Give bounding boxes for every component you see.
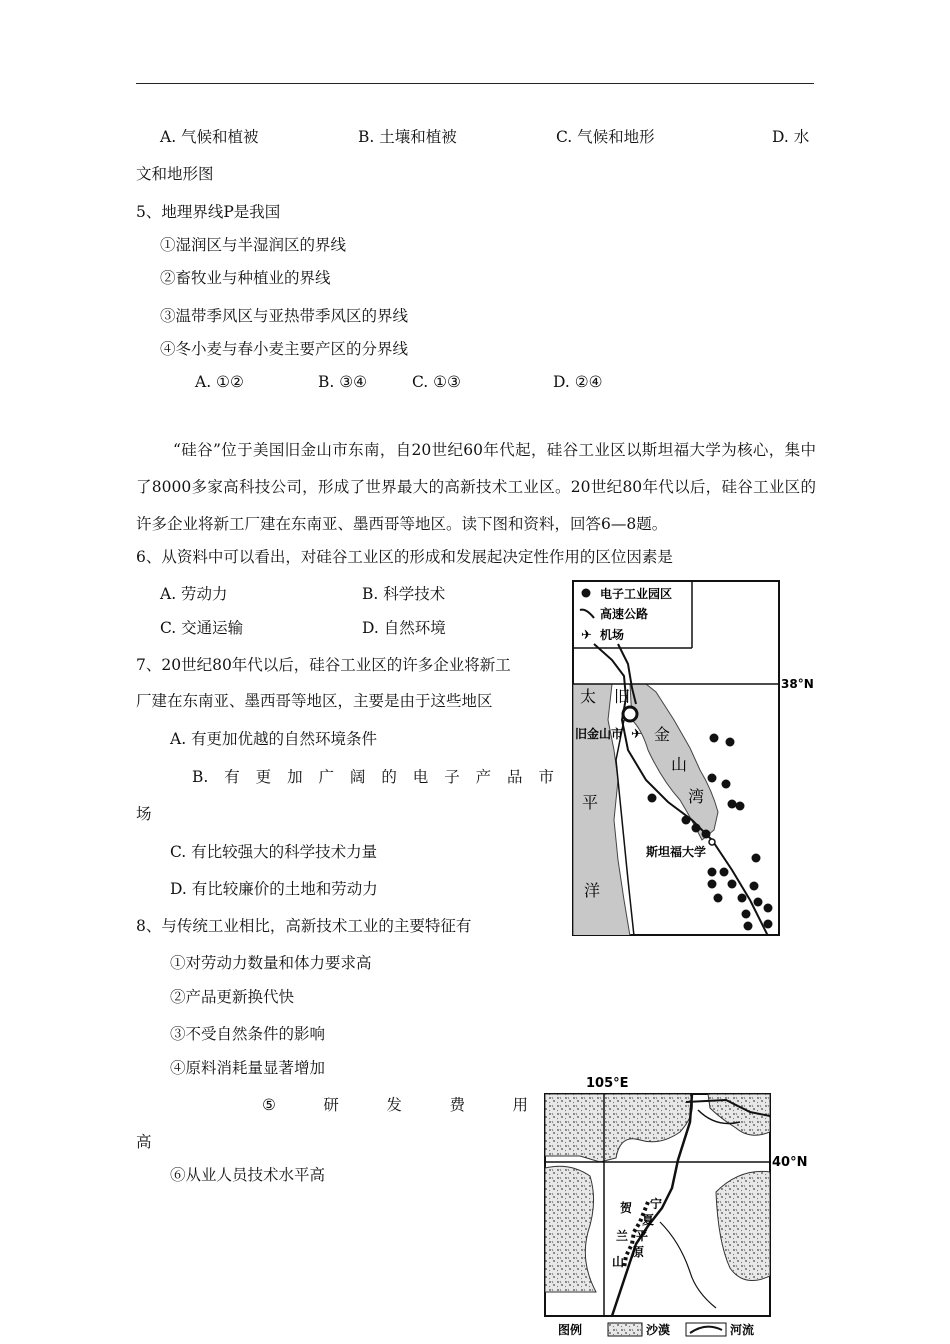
industrial-park-icon: [682, 816, 691, 825]
latitude-label: 40°N: [772, 1155, 808, 1170]
industrial-park-icon: [754, 898, 763, 907]
q8-item-5-continuation: 高: [136, 1133, 152, 1151]
legend-river-label: 河流: [730, 1323, 755, 1337]
q7-option-b-part: 品: [507, 768, 523, 786]
legend-title: 图例: [558, 1323, 583, 1337]
q5-item-2: ②畜牧业与种植业的界线: [160, 269, 331, 287]
airport-icon: ✈: [631, 727, 642, 742]
industrial-park-icon: [726, 738, 735, 747]
q7-option-b-part: 子: [444, 768, 460, 786]
q7-option-b-part: B.: [192, 768, 209, 786]
industrial-park-icon: [648, 794, 657, 803]
q5-item-4: ④冬小麦与春小麦主要产区的分界线: [160, 340, 409, 358]
q8-item-5-part: 发: [386, 1096, 402, 1114]
q4-option-c[interactable]: C. 气候和地形: [556, 128, 655, 146]
q7-option-b-part: 电: [412, 768, 429, 786]
q5-option-c[interactable]: C. ①③: [412, 373, 461, 391]
latitude-label: 38°N: [781, 677, 814, 691]
ningxia-map: [540, 1072, 820, 1342]
city-marker: [623, 707, 637, 721]
q8-item-1: ①对劳动力数量和体力要求高: [170, 954, 372, 972]
legend-airport-icon: ✈: [581, 628, 592, 643]
industrial-park-icon: [714, 894, 723, 903]
q8-item-6: ⑥从业人员技术水平高: [170, 1166, 326, 1184]
bay-label: 湾: [688, 787, 705, 806]
university-marker: [709, 839, 715, 845]
q7-option-c[interactable]: C. 有比较强大的科学技术力量: [170, 843, 378, 861]
legend-industrial-park-icon: [582, 589, 591, 598]
q8-item-5-part: 研: [323, 1096, 339, 1114]
q5-item-1: ①湿润区与半湿润区的界线: [160, 236, 347, 254]
q8-item-4: ④原料消耗量显著增加: [170, 1059, 326, 1077]
q8-item-5-part: 费: [449, 1096, 465, 1114]
q4-option-a[interactable]: A. 气候和植被: [160, 128, 259, 146]
map-label: 兰: [616, 1229, 629, 1243]
legend-highway-label: 高速公路: [600, 607, 649, 621]
q7-option-b-part: 加: [287, 768, 303, 786]
industrial-park-icon: [720, 868, 729, 877]
industrial-park-icon: [708, 880, 717, 889]
q7-option-d[interactable]: D. 有比较廉价的土地和劳动力: [170, 880, 378, 898]
silicon-valley-map: [572, 580, 814, 938]
industrial-park-icon: [708, 774, 717, 783]
q7-option-b-part: 广: [318, 768, 335, 786]
longitude-label: 105°E: [586, 1076, 629, 1091]
industrial-park-icon: [742, 910, 751, 919]
q8-stem: 8、与传统工业相比，高新技术工业的主要特征有: [136, 917, 472, 935]
q5-option-d[interactable]: D. ②④: [553, 373, 603, 391]
map-label: 平: [636, 1229, 649, 1243]
industrial-park-icon: [702, 830, 711, 839]
industrial-park-icon: [752, 854, 761, 863]
industrial-park-icon: [764, 920, 773, 929]
industrial-park-icon: [750, 882, 759, 891]
header-rule: [136, 83, 814, 84]
ocean-label: 太: [580, 687, 597, 706]
map-label: 夏: [642, 1213, 655, 1227]
q7-option-b-continuation: 场: [136, 805, 152, 823]
industrial-park-icon: [708, 868, 717, 877]
map-label: 原: [632, 1245, 645, 1259]
industrial-park-icon: [736, 802, 745, 811]
industrial-park-icon: [728, 880, 737, 889]
industrial-park-icon: [744, 922, 753, 931]
q6-stem: 6、从资料中可以看出，对硅谷工业区的形成和发展起决定性作用的区位因素是: [136, 548, 673, 566]
q5-option-b[interactable]: B. ③④: [318, 373, 368, 391]
q7-stem-line2: 厂建在东南亚、墨西哥等地区，主要是由于这些地区: [136, 692, 493, 710]
q4-option-b[interactable]: B. 土壤和植被: [358, 128, 457, 146]
map-label: 贺: [620, 1201, 633, 1215]
q6-option-c[interactable]: C. 交通运输: [160, 619, 244, 637]
industrial-park-icon: [764, 904, 773, 913]
q5-option-a[interactable]: A. ①②: [195, 373, 244, 391]
q7-option-b[interactable]: [192, 767, 554, 787]
map-label: 宁: [650, 1197, 663, 1211]
q7-stem-line1: 7、20世纪80年代以后，硅谷工业区的许多企业将新工: [136, 656, 511, 674]
q7-option-b-part: 市: [538, 768, 554, 786]
q7-option-b-part: 的: [381, 768, 397, 786]
industrial-park-icon: [692, 824, 701, 833]
city-label: 旧金山市: [575, 727, 624, 741]
q7-option-b-part: 产: [475, 768, 492, 786]
q5-stem: 5、地理界线P是我国: [136, 203, 281, 221]
industrial-park-icon: [722, 780, 731, 789]
desert-area: [545, 1166, 596, 1292]
q7-option-b-part: 有: [224, 768, 240, 786]
ocean-label: 洋: [584, 881, 601, 900]
legend-industrial-park-label: 电子工业园区: [600, 587, 673, 601]
q4-option-d[interactable]: D. 水: [772, 128, 810, 146]
legend-desert-label: 沙漠: [646, 1323, 671, 1337]
bay-label: 旧: [614, 687, 631, 706]
q8-item-2: ②产品更新换代快: [170, 988, 295, 1006]
passage-text: “硅谷”位于美国旧金山市东南，自20世纪60年代起，硅谷工业区以斯坦福大学为核心，集中了8000多家高科技公司，形成了世界最大的高新技术工业区。20世纪80年代以后，硅谷工业区的许多企业将新工厂建在东南亚、墨西哥等地区。读下图和资料，回答6—8题。: [136, 441, 816, 533]
q8-item-5-part: 用: [512, 1096, 528, 1114]
q8-item-5-part: ⑤: [262, 1096, 276, 1114]
q5-item-3: ③温带季风区与亚热带季风区的界线: [160, 307, 409, 325]
q6-option-b[interactable]: B. 科学技术: [362, 585, 446, 603]
bay-label: 山: [671, 755, 688, 774]
q6-option-d[interactable]: D. 自然环境: [362, 619, 446, 637]
q6-option-a[interactable]: A. 劳动力: [160, 585, 228, 603]
q7-option-b-part: 阔: [349, 768, 366, 786]
legend-desert-swatch: [608, 1323, 642, 1336]
legend-airport-label: 机场: [600, 628, 625, 642]
q4-option-d-continuation: 文和地形图: [136, 165, 214, 183]
q7-option-a[interactable]: A. 有更加优越的自然环境条件: [170, 730, 378, 748]
industrial-park-icon: [728, 800, 737, 809]
bay-label: 金: [654, 725, 671, 744]
industrial-park-icon: [710, 734, 719, 743]
map-label: 山: [612, 1255, 625, 1269]
q8-item-3: ③不受自然条件的影响: [170, 1025, 326, 1043]
ocean-label: 平: [582, 793, 599, 812]
q8-item-5: [262, 1095, 528, 1115]
industrial-park-icon: [738, 894, 747, 903]
university-label: 斯坦福大学: [646, 845, 707, 859]
q7-option-b-part: 更: [255, 768, 272, 786]
